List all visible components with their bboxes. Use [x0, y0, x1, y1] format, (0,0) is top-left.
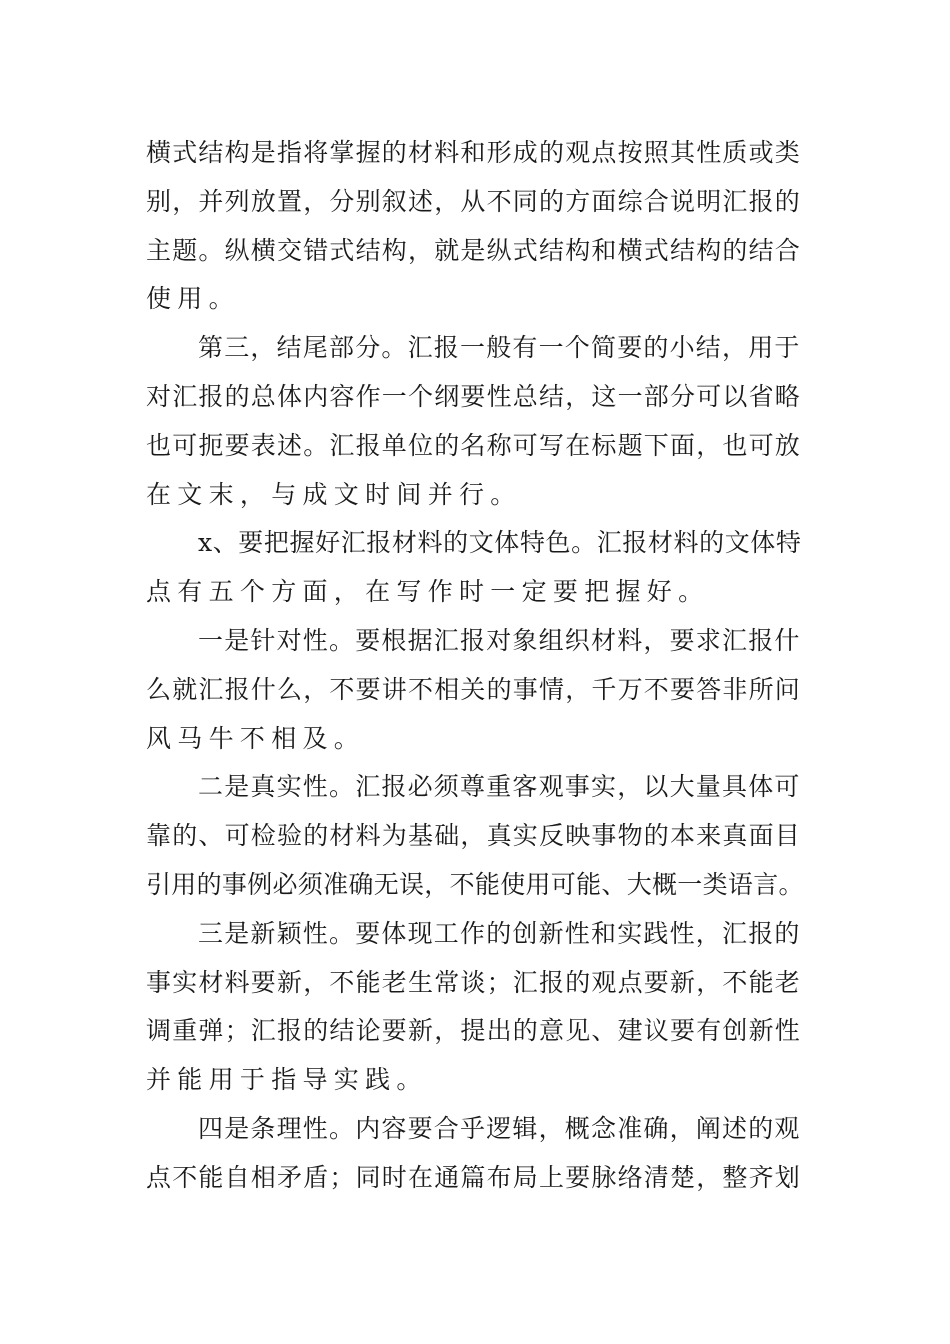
- text-line: 并能用于指导实践。: [146, 1065, 428, 1095]
- paragraph-first-line: 二是真实性。汇报必须尊重客观事实，以大量具体可: [198, 772, 801, 802]
- text-line: 点有五个方面，在写作时一定要把握好。: [146, 577, 710, 607]
- paragraph-first-line: x、要把握好汇报材料的文体特色。汇报材料的文体特: [198, 528, 802, 558]
- text-line: 别，并列放置，分别叙述，从不同的方面综合说明汇报的: [146, 186, 802, 216]
- text-line: 主题。纵横交错式结构，就是纵式结构和横式结构的结合: [146, 235, 802, 265]
- text-line: 靠的、可检验的材料为基础，真实反映事物的本来真面目: [146, 821, 802, 851]
- text-line: 也可扼要表述。汇报单位的名称可写在标题下面，也可放: [146, 430, 802, 460]
- text-line: 引用的事例必须准确无误，不能使用可能、大概一类语言。: [146, 869, 804, 899]
- document-page: [146, 129, 806, 1203]
- text-line: 调重弹；汇报的结论要新，提出的意见、建议要有创新性: [146, 1016, 802, 1046]
- paragraph-first-line: 三是新颖性。要体现工作的创新性和实践性，汇报的: [198, 918, 801, 948]
- text-line: 横式结构是指将掌握的材料和形成的观点按照其性质或类: [146, 138, 802, 167]
- text-line: 事实材料要新，不能老生常谈；汇报的观点要新，不能老: [146, 967, 802, 997]
- text-line: 么就汇报什么，不要讲不相关的事情，千万不要答非所问: [146, 674, 802, 704]
- text-line: 在文末，与成文时间并行。: [146, 479, 522, 509]
- paragraph-first-line: 第三，结尾部分。汇报一般有一个简要的小结，用于: [198, 333, 801, 363]
- text-line: 风马牛不相及。: [146, 723, 366, 753]
- text-line: 使用。: [146, 284, 240, 314]
- paragraph-first-line: 四是条理性。内容要合乎逻辑，概念准确，阐述的观: [198, 1113, 801, 1143]
- text-line: 对汇报的总体内容作一个纲要性总结，这一部分可以省略: [146, 381, 802, 411]
- text-line: 点不能自相矛盾；同时在通篇布局上要脉络清楚，整齐划: [146, 1162, 802, 1192]
- paragraph-first-line: 一是针对性。要根据汇报对象组织材料，要求汇报什: [198, 625, 801, 655]
